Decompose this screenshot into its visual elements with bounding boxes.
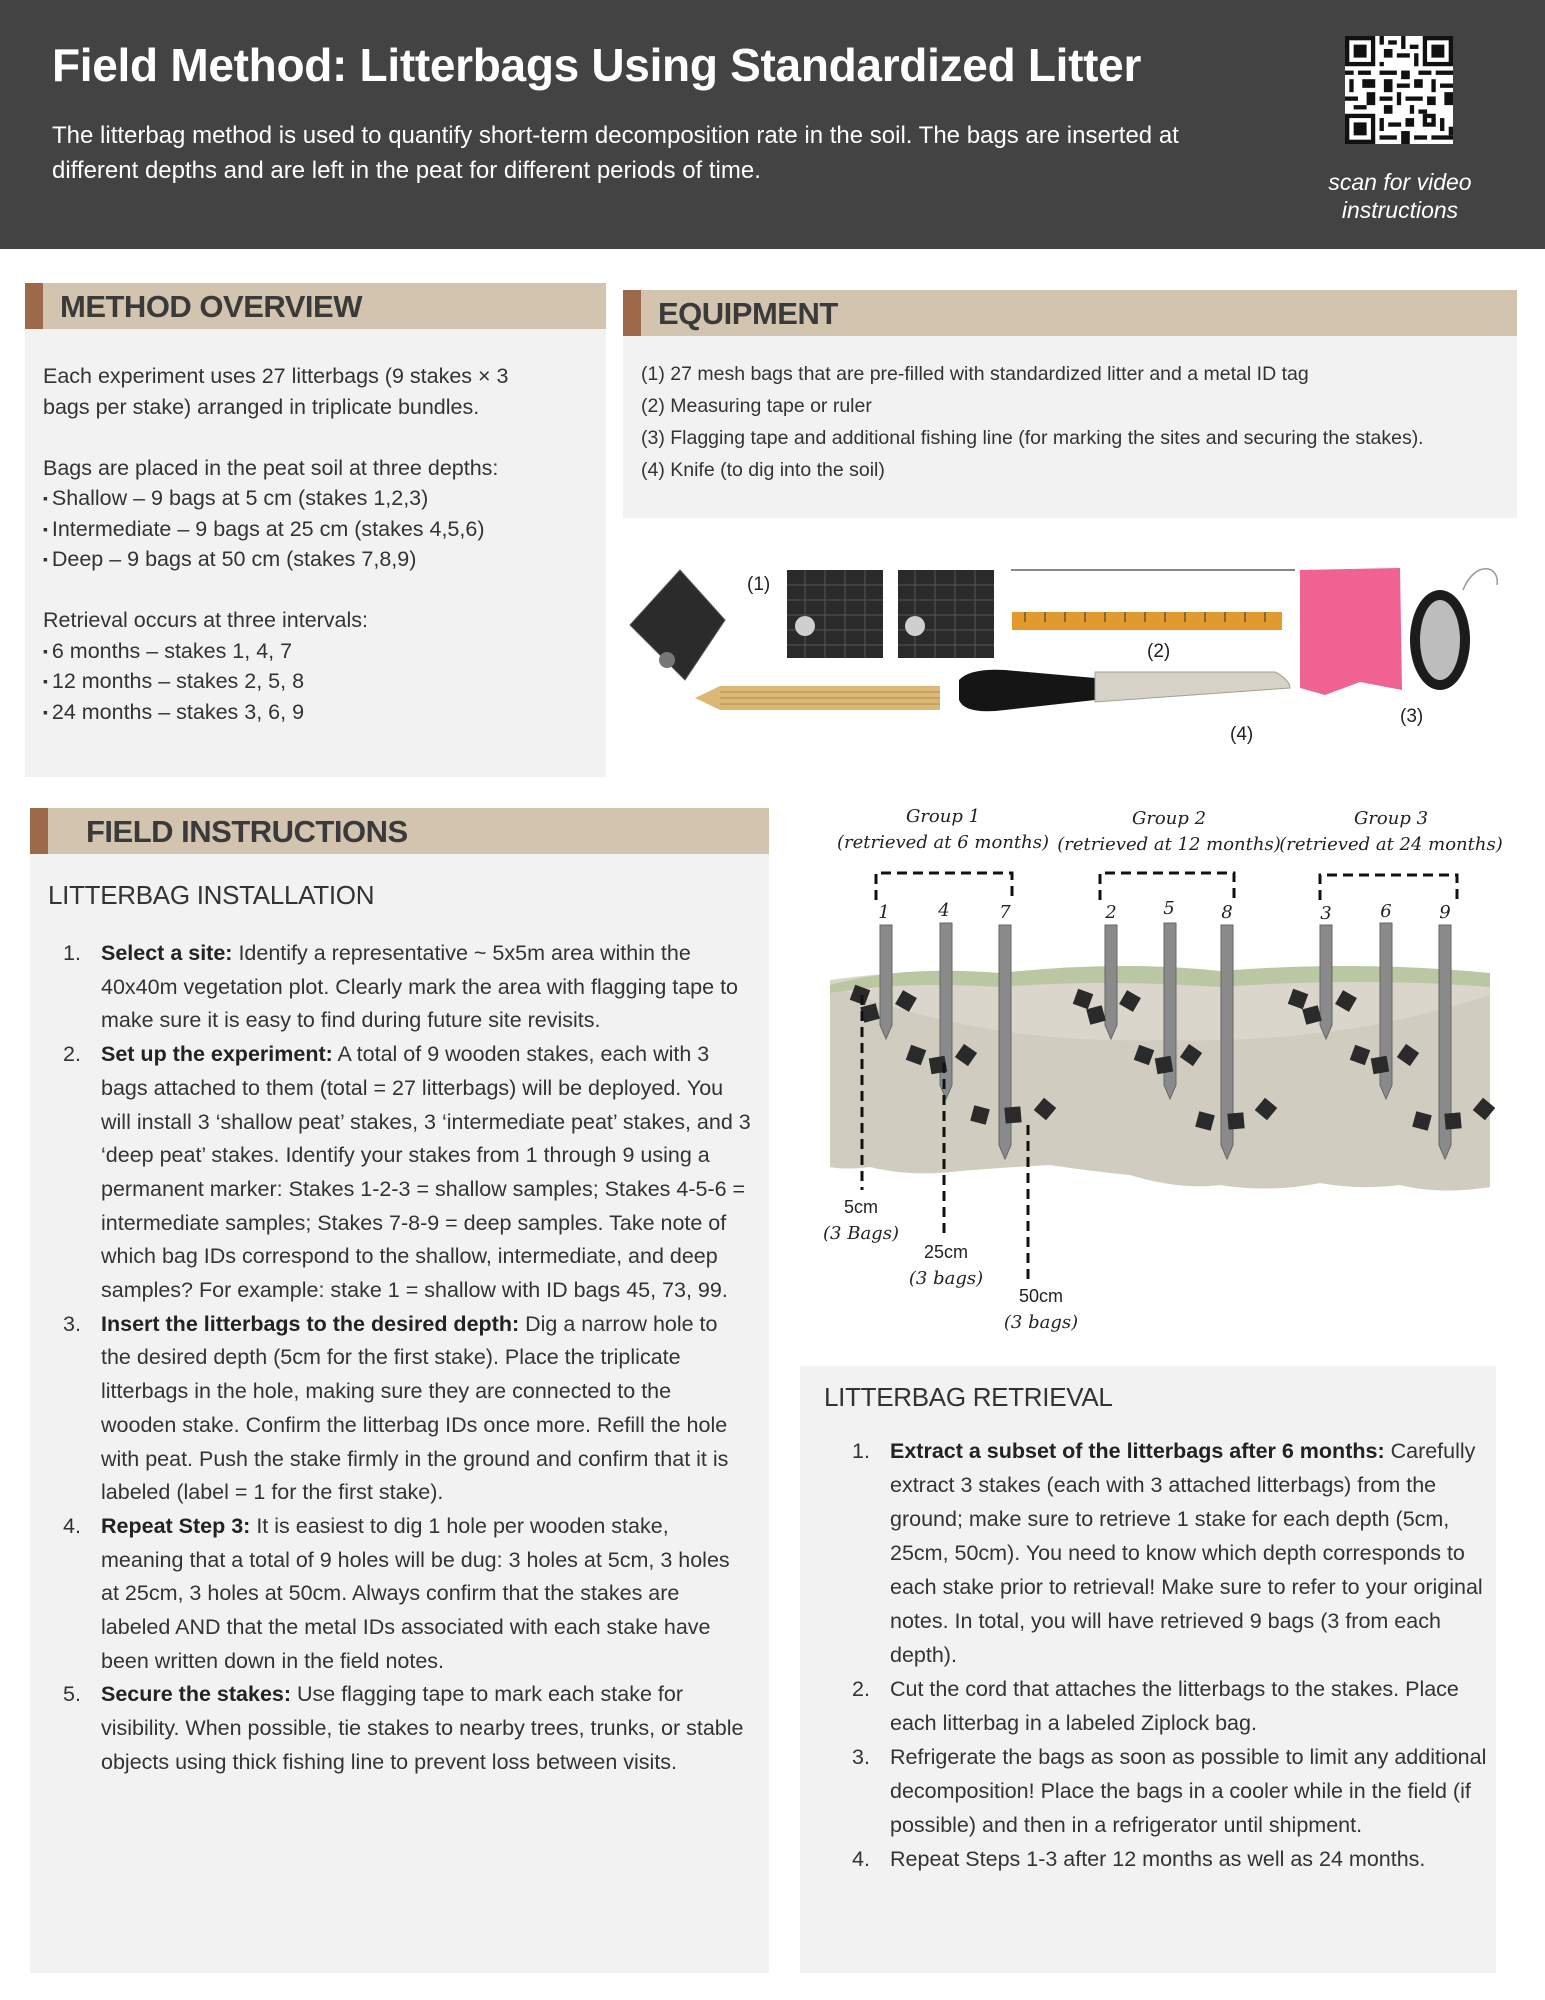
qr-code-icon[interactable]	[1345, 36, 1453, 144]
svg-text:(retrieved at 6 months): (retrieved at 6 months)	[836, 832, 1050, 853]
equipment-photo	[625, 550, 1515, 760]
svg-text:8: 8	[1221, 902, 1233, 923]
svg-text:(retrieved at 12 months): (retrieved at 12 months)	[1057, 834, 1281, 855]
list-item: 1. Select a site: Identify a representative ~ 5x5m area within the 40x40m vegetation plot. Clearly mark the area with flagging tape to make sure it is easy to find during future site revisits.	[63, 941, 739, 1033]
field-instructions-heading: FIELD INSTRUCTIONS	[30, 808, 769, 854]
installation-steps	[63, 937, 751, 1780]
litterbag-depth-diagram	[800, 795, 1520, 1335]
list-item: 4. Repeat Step 3: It is easiest to dig 1 hole per wooden stake, meaning that a total of 9 holes will be dug: 3 holes at 5cm, 3 holes at 25cm, 3 holes at 50cm. Always confirm that the stakes are labeled AND that the metal IDs associated with each stake have been written down in the field notes.	[63, 1513, 730, 1673]
svg-text:Group 1: Group 1	[905, 806, 981, 827]
svg-text:3: 3	[1320, 903, 1332, 924]
svg-text:6: 6	[1380, 901, 1392, 922]
retrieval-item: ▪ 6 months – stakes 1, 4, 7	[43, 636, 603, 667]
retrieval-steps	[852, 1434, 1492, 1876]
flagging-tape-icon	[1300, 568, 1402, 695]
page-description: The litterbag method is used to quantify short-term decomposition rate in the soil. The bags are inserted at different depths and are left in the peat for different periods of time.	[52, 122, 1179, 184]
list-item: 5. Secure the stakes: Use flagging tape to mark each stake for visibility. When possible, tie stakes to nearby trees, trunks, or stable objects using thick fishing line to prevent loss between visits.	[63, 1682, 744, 1774]
page-header	[0, 0, 1545, 249]
diagram-group-1	[837, 806, 1049, 923]
equipment-heading: EQUIPMENT	[623, 290, 1517, 336]
svg-text:4: 4	[938, 900, 950, 921]
list-item: 3. Insert the litterbags to the desired depth: Dig a narrow hole to the desired depth (5cm for the first stake). Place the triplicate litterbags in the hole, making sure they are connected to the wooden stake. Confirm the litterbag IDs once more. Refill the hole with peat. Push the stake firmly in the ground and confirm that it is labeled (label = 1 for the first stake).	[63, 1311, 729, 1505]
svg-text:Group 2: Group 2	[1131, 808, 1207, 829]
svg-text:7: 7	[999, 902, 1011, 923]
diagram-group-3	[1279, 808, 1503, 924]
depth-label-25cm: 25cm	[923, 1242, 969, 1262]
page-title: Field Method: Litterbags Using Standardized Litter	[52, 39, 1142, 91]
photo-label: (4)	[1230, 724, 1254, 745]
retrieval-title: LITTERBAG RETRIEVAL	[824, 1382, 1113, 1412]
method-overview-heading: METHOD OVERVIEW	[25, 283, 606, 329]
list-item: 1. Extract a subset of the litterbags after 6 months: Carefully extract 3 stakes (each with 3 attached litterbags) from the ground; make sure to retrieve 1 stake for each depth (5cm, 25cm, 50cm). You need to know which depth corresponds to each stake prior to retrieval! Make sure to refer to your original notes. In total, you will have retrieved 9 bags (3 from each depth).	[852, 1439, 1483, 1667]
list-item: 4. Repeat Steps 1-3 after 12 months as well as 24 months.	[852, 1847, 1426, 1871]
knife-icon	[959, 670, 1290, 712]
equipment-item: (2) Measuring tape or ruler	[641, 395, 872, 417]
photo-label: (2)	[1147, 641, 1171, 662]
svg-text:Group 3: Group 3	[1353, 808, 1429, 829]
depth-label-50cm: 50cm	[1018, 1286, 1064, 1306]
depth-item: ▪ Intermediate – 9 bags at 25 cm (stakes 4,5,6)	[43, 514, 603, 545]
wooden-stake-icon	[695, 686, 940, 710]
svg-text:5: 5	[1163, 898, 1175, 919]
method-overview-text: Each experiment uses 27 litterbags (9 stakes × 3 bags per stake) arranged in triplicate bundles. Bags are placed in the peat soil at three depths: ▪ Shallow – 9 bags at 5 cm (stakes 1,2,3) ▪ Intermediate – 9 bags at 25 cm (stakes 4,5,6) ▪ Deep – 9 bags at 50 cm (stakes 7,8,9) Retrieval occurs at three intervals: ▪ 6 months – stakes 1, 4, 7 ▪ 12 months – stakes 2, 5, 8 ▪ 24 months – stakes 3, 6, 9	[43, 361, 603, 727]
equipment-list	[641, 358, 1521, 486]
svg-text:(3 bags): (3 bags)	[1003, 1312, 1079, 1333]
photo-label: (1)	[747, 574, 771, 595]
svg-text:(3 bags): (3 bags)	[908, 1268, 984, 1289]
equipment-item: (1) 27 mesh bags that are pre-filled with standardized litter and a metal ID tag	[641, 363, 1309, 385]
equipment-item: (4) Knife (to dig into the soil)	[641, 459, 885, 481]
mesh-bag-icon	[630, 570, 725, 680]
photo-label: (3)	[1400, 706, 1424, 727]
qr-caption: scan for video instructions	[1328, 169, 1472, 223]
mesh-bag-icon	[898, 570, 994, 658]
svg-text:(retrieved at 24 months): (retrieved at 24 months)	[1279, 834, 1503, 855]
measuring-tape-icon	[1012, 612, 1282, 630]
depth-label-5cm: 5cm	[843, 1197, 879, 1217]
list-item: 3. Refrigerate the bags as soon as possible to limit any additional decomposition! Place the bags in a cooler while in the field (if possible) and then in a refrigerator until shipment.	[852, 1745, 1487, 1837]
fishing-line-spool-icon	[1410, 569, 1497, 690]
equipment-item: (3) Flagging tape and additional fishing line (for marking the sites and securing the stakes).	[641, 427, 1424, 449]
diagram-group-2	[1057, 808, 1281, 923]
list-item: 2. Set up the experiment: A total of 9 wooden stakes, each with 3 bags attached to them (total = 27 litterbags) will be deployed. You will install 3 ‘shallow peat’ stakes, 3 ‘intermediate peat’ stakes, and 3 ‘deep peat’ stakes. Identify your stakes from 1 through 9 using a permanent marker: Stakes 1-2-3 = shallow samples; Stakes 4-5-6 = intermediate samples; Stakes 7-8-9 = deep samples. Take note of which bag IDs correspond to the shallow, intermediate, and deep samples? For example: stake 1 = shallow with ID bags 45, 73, 99.	[63, 1042, 751, 1303]
mesh-bag-icon	[787, 570, 883, 658]
svg-text:2: 2	[1105, 902, 1117, 923]
svg-text:9: 9	[1439, 902, 1451, 923]
retrieval-item: ▪ 24 months – stakes 3, 6, 9	[43, 697, 603, 728]
depth-item: ▪ Shallow – 9 bags at 5 cm (stakes 1,2,3)	[43, 483, 603, 514]
svg-text:1: 1	[878, 902, 890, 923]
svg-text:(3 Bags): (3 Bags)	[823, 1223, 899, 1244]
retrieval-item: ▪ 12 months – stakes 2, 5, 8	[43, 666, 603, 697]
installation-title: LITTERBAG INSTALLATION	[48, 880, 375, 910]
list-item: 2. Cut the cord that attaches the litterbags to the stakes. Place each litterbag in a labeled Ziplock bag.	[852, 1677, 1459, 1735]
depth-item: ▪ Deep – 9 bags at 50 cm (stakes 7,8,9)	[43, 544, 603, 575]
